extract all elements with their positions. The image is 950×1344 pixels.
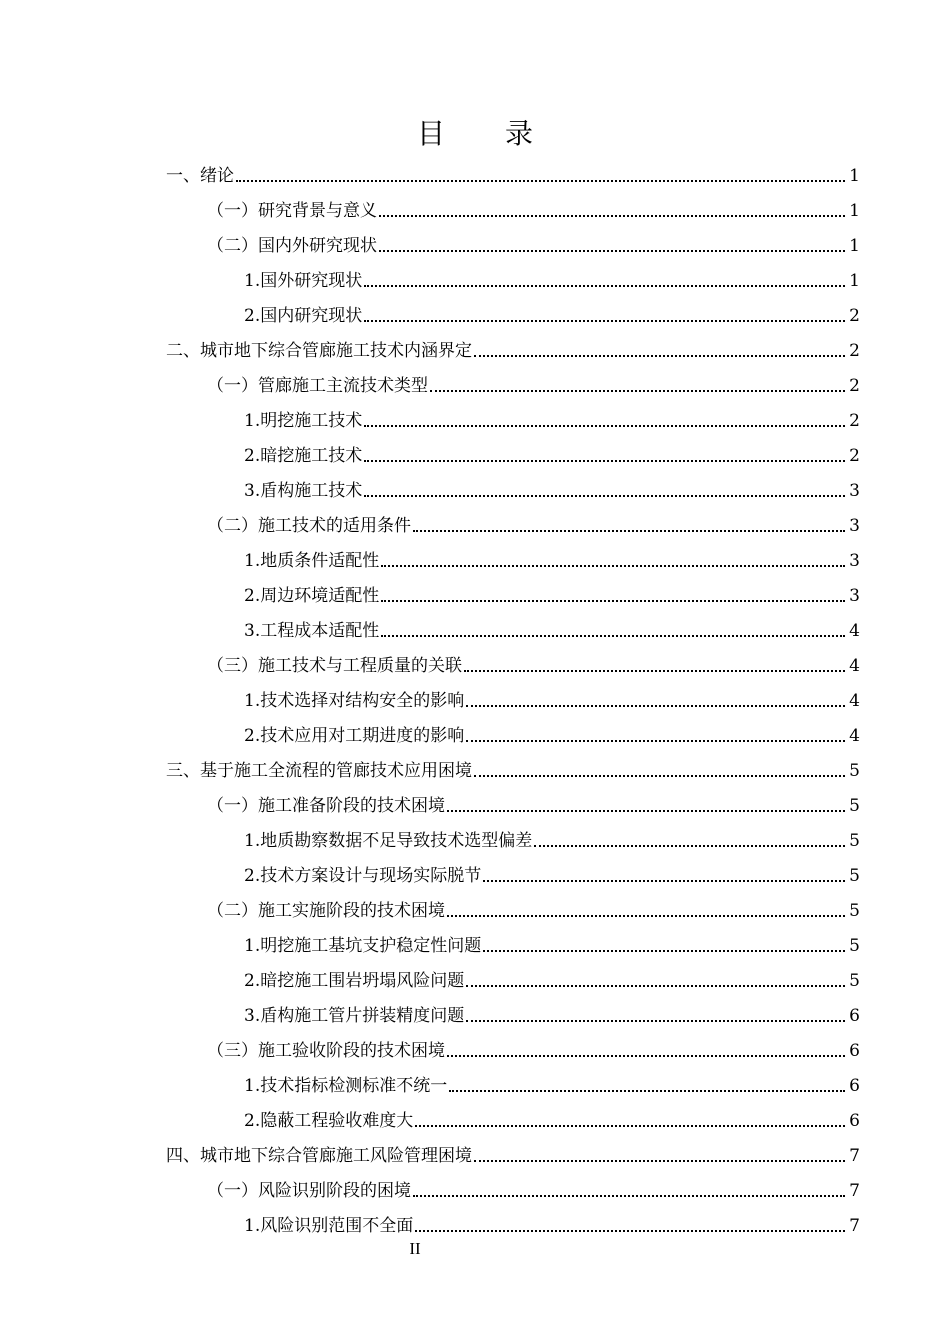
toc-entry[interactable] xyxy=(0,578,950,613)
toc-entry[interactable] xyxy=(0,893,950,928)
toc-entry-page: 4 xyxy=(849,656,860,676)
toc-entry-page: 5 xyxy=(849,831,860,851)
dot-leader xyxy=(534,845,845,847)
toc-entry-page: 5 xyxy=(849,936,860,956)
toc-entry-label: 一、绪论 xyxy=(166,166,234,186)
dot-leader xyxy=(430,390,845,392)
toc-entry[interactable] xyxy=(0,998,950,1033)
dot-leader xyxy=(364,425,845,427)
toc-entry[interactable] xyxy=(0,473,950,508)
toc-entry-page: 6 xyxy=(849,1076,860,1096)
dot-leader xyxy=(447,810,845,812)
page-footer xyxy=(0,1239,950,1259)
toc-entry[interactable] xyxy=(0,788,950,823)
toc-entry-page: 4 xyxy=(849,691,860,711)
toc-entry[interactable] xyxy=(0,823,950,858)
toc-entry[interactable] xyxy=(0,648,950,683)
toc-entry-page: 4 xyxy=(849,726,860,746)
toc-entry-label: 2.周边环境适配性 xyxy=(244,586,380,606)
dot-leader xyxy=(466,985,845,987)
dot-leader xyxy=(483,950,845,952)
toc-entry-label: 3.盾构施工管片拼装精度问题 xyxy=(244,1006,465,1026)
dot-leader xyxy=(474,355,845,357)
toc-entry-label: （一）风险识别阶段的困境 xyxy=(207,1181,411,1201)
toc-entry[interactable] xyxy=(0,368,950,403)
dot-leader xyxy=(413,1195,845,1197)
toc-entry-label: 1.技术指标检测标准不统一 xyxy=(244,1076,448,1096)
toc-entry-page: 7 xyxy=(849,1181,860,1201)
dot-leader xyxy=(474,775,845,777)
toc-entry[interactable] xyxy=(0,683,950,718)
toc-entry-page: 5 xyxy=(849,971,860,991)
toc-entry-label: 3.盾构施工技术 xyxy=(244,481,363,501)
toc-entry[interactable] xyxy=(0,263,950,298)
dot-leader xyxy=(379,215,845,217)
toc-entry-label: 1.地质勘察数据不足导致技术选型偏差 xyxy=(244,831,533,851)
toc-entry-label: 2.暗挖施工技术 xyxy=(244,446,363,466)
toc-entry[interactable] xyxy=(0,718,950,753)
toc-entry-label: （一）研究背景与意义 xyxy=(207,201,377,221)
toc-entry-label: 2.技术方案设计与现场实际脱节 xyxy=(244,866,482,886)
toc-entry-page: 1 xyxy=(849,166,860,186)
toc-entry-label: 1.明挖施工基坑支护稳定性问题 xyxy=(244,936,482,956)
toc-entry-page: 4 xyxy=(849,621,860,641)
dot-leader xyxy=(413,530,845,532)
dot-leader xyxy=(364,460,845,462)
toc-entry-label: 1.地质条件适配性 xyxy=(244,551,380,571)
toc-entry-page: 6 xyxy=(849,1006,860,1026)
toc-entry[interactable] xyxy=(0,1068,950,1103)
toc-entry-page: 7 xyxy=(849,1146,860,1166)
toc-entry-label: 1.明挖施工技术 xyxy=(244,411,363,431)
toc-entry-label: 1.国外研究现状 xyxy=(244,271,363,291)
toc-entry[interactable] xyxy=(0,1208,950,1243)
toc-entry-label: 2.暗挖施工围岩坍塌风险问题 xyxy=(244,971,465,991)
toc-entry-page: 6 xyxy=(849,1041,860,1061)
toc-entry-page: 2 xyxy=(849,306,860,326)
toc-entry-page: 5 xyxy=(849,761,860,781)
toc-entry-page: 3 xyxy=(849,551,860,571)
dot-leader xyxy=(483,880,845,882)
toc-entry[interactable] xyxy=(0,508,950,543)
page-number: II xyxy=(409,1239,421,1258)
table-of-contents xyxy=(0,158,950,1243)
toc-entry-page: 1 xyxy=(849,236,860,256)
dot-leader xyxy=(364,320,845,322)
toc-entry-label: 1.技术选择对结构安全的影响 xyxy=(244,691,465,711)
toc-entry-page: 5 xyxy=(849,796,860,816)
toc-entry[interactable] xyxy=(0,1033,950,1068)
toc-entry[interactable] xyxy=(0,438,950,473)
dot-leader xyxy=(447,1055,845,1057)
toc-entry-label: （一）管廊施工主流技术类型 xyxy=(207,376,428,396)
toc-entry-page: 5 xyxy=(849,866,860,886)
toc-entry-label: 2.技术应用对工期进度的影响 xyxy=(244,726,465,746)
toc-entry[interactable] xyxy=(0,858,950,893)
toc-entry[interactable] xyxy=(0,928,950,963)
toc-entry-label: 四、城市地下综合管廊施工风险管理困境 xyxy=(166,1146,472,1166)
toc-entry-label: 二、城市地下综合管廊施工技术内涵界定 xyxy=(166,341,472,361)
toc-entry[interactable] xyxy=(0,543,950,578)
dot-leader xyxy=(464,670,845,672)
dot-leader xyxy=(381,600,845,602)
dot-leader xyxy=(415,1125,845,1127)
toc-entry-label: （一）施工准备阶段的技术困境 xyxy=(207,796,445,816)
toc-entry-page: 2 xyxy=(849,341,860,361)
toc-entry-page: 2 xyxy=(849,411,860,431)
toc-entry-label: 3.工程成本适配性 xyxy=(244,621,380,641)
toc-entry-page: 3 xyxy=(849,516,860,536)
toc-entry[interactable] xyxy=(0,403,950,438)
toc-entry[interactable] xyxy=(0,613,950,648)
dot-leader xyxy=(381,565,845,567)
dot-leader xyxy=(466,1020,845,1022)
toc-entry-label: （三）施工验收阶段的技术困境 xyxy=(207,1041,445,1061)
toc-entry-label: （二）国内外研究现状 xyxy=(207,236,377,256)
dot-leader xyxy=(474,1160,845,1162)
toc-entry[interactable] xyxy=(0,753,950,788)
dot-leader xyxy=(466,740,845,742)
dot-leader xyxy=(449,1090,845,1092)
toc-entry-page: 3 xyxy=(849,481,860,501)
toc-entry[interactable] xyxy=(0,158,950,193)
toc-entry-page: 2 xyxy=(849,446,860,466)
toc-entry-page: 1 xyxy=(849,271,860,291)
toc-entry-page: 3 xyxy=(849,586,860,606)
toc-entry-page: 6 xyxy=(849,1111,860,1131)
toc-entry[interactable] xyxy=(0,1138,950,1173)
dot-leader xyxy=(236,180,845,182)
toc-entry-label: 1.风险识别范围不全面 xyxy=(244,1216,414,1236)
toc-entry[interactable] xyxy=(0,228,950,263)
toc-entry[interactable] xyxy=(0,963,950,998)
toc-entry-label: （二）施工技术的适用条件 xyxy=(207,516,411,536)
toc-entry-page: 1 xyxy=(849,201,860,221)
toc-title: 目录 xyxy=(416,117,593,150)
toc-entry-label: （二）施工实施阶段的技术困境 xyxy=(207,901,445,921)
toc-entry-page: 5 xyxy=(849,901,860,921)
dot-leader xyxy=(466,705,845,707)
toc-entry[interactable] xyxy=(0,1173,950,1208)
toc-entry-page: 2 xyxy=(849,376,860,396)
toc-entry-page: 7 xyxy=(849,1216,860,1236)
toc-entry[interactable] xyxy=(0,193,950,228)
dot-leader xyxy=(447,915,845,917)
toc-entry-label: 三、基于施工全流程的管廊技术应用困境 xyxy=(166,761,472,781)
dot-leader xyxy=(364,495,845,497)
dot-leader xyxy=(381,635,845,637)
dot-leader xyxy=(415,1230,845,1232)
toc-entry-label: 2.国内研究现状 xyxy=(244,306,363,326)
toc-entry[interactable] xyxy=(0,1103,950,1138)
toc-entry[interactable] xyxy=(0,333,950,368)
toc-entry-label: （三）施工技术与工程质量的关联 xyxy=(207,656,462,676)
toc-entry[interactable] xyxy=(0,298,950,333)
toc-entry-label: 2.隐蔽工程验收难度大 xyxy=(244,1111,414,1131)
dot-leader xyxy=(379,250,845,252)
dot-leader xyxy=(364,285,845,287)
